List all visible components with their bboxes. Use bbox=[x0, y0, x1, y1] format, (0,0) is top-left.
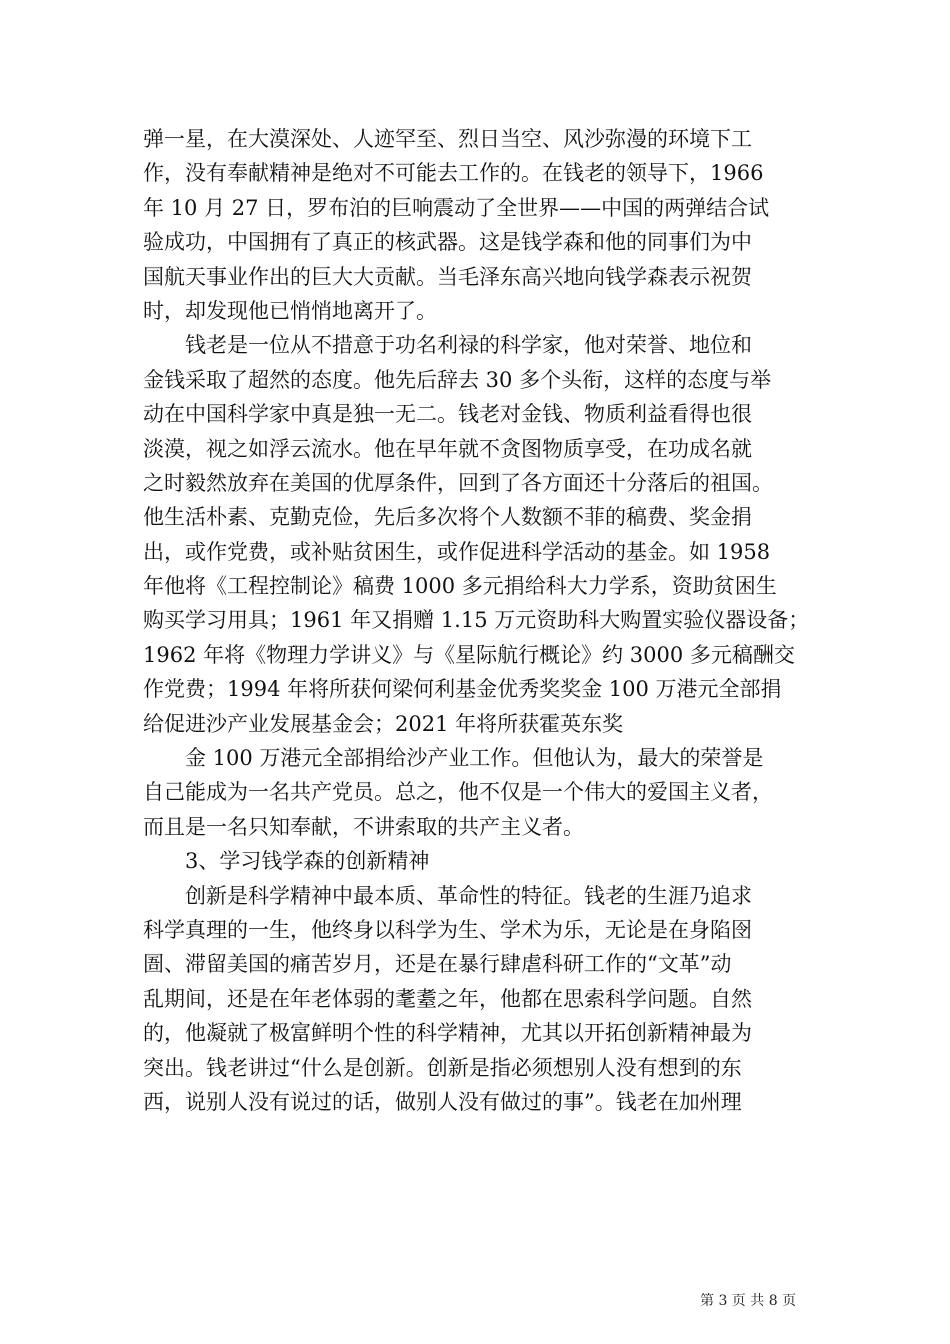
paragraph-first-line: 创新是科学精神中最本质、革命性的特征。钱老的生涯乃追求 bbox=[185, 883, 752, 908]
text-line: 作党费；1994 年将所获何梁何利基金优秀奖奖金 100 万港元全部捐 bbox=[143, 677, 782, 702]
text-line: 年 10 月 27 日，罗布泊的巨响震动了全世界——中国的两弹结合试 bbox=[143, 195, 770, 220]
text-line: 自己能成为一名共产党员。总之，他不仅是一个伟大的爱国主义者， bbox=[143, 780, 773, 805]
text-line: 而且是一名只知奉献，不讲索取的共产主义者。 bbox=[143, 814, 584, 839]
text-line: 西，说别人没有说过的话，做别人没有做过的事”。钱老在加州理 bbox=[143, 1089, 742, 1114]
text-line: 之时毅然放弃在美国的优厚条件，回到了各方面还十分落后的祖国。 bbox=[143, 470, 773, 495]
text-line: 给促进沙产业发展基金会；2021 年将所获霍英东奖 bbox=[143, 711, 624, 736]
paragraph-first-line: 金 100 万港元全部捐给沙产业工作。但他认为，最大的荣誉是 bbox=[185, 746, 764, 771]
text-line: 弹一星，在大漠深处、人迹罕至、烈日当空、风沙弥漫的环境下工 bbox=[143, 127, 752, 151]
text-line: 作，没有奉献精神是绝对不可能去工作的。在钱老的领导下，1966 bbox=[143, 161, 764, 186]
text-line: 1962 年将《物理力学讲义》与《星际航行概论》约 3000 多元稿酬交 bbox=[143, 642, 795, 667]
paragraph-first-line: 钱老是一位从不措意于功名利禄的科学家，他对荣誉、地位和 bbox=[185, 333, 752, 358]
text-line: 国航天事业作出的巨大大贡献。当毛泽东高兴地向钱学森表示祝贺 bbox=[143, 264, 752, 289]
text-line: 购买学习用具；1961 年又捐赠 1.15 万元资助科大购置实验仪器设备； bbox=[143, 608, 810, 633]
text-line: 淡漠，视之如浮云流水。他在早年就不贪图物质享受，在功成名就 bbox=[143, 436, 752, 461]
text-line: 金钱采取了超然的态度。他先后辞去 30 多个头衔，这样的态度与举 bbox=[143, 367, 772, 392]
text-line: 的，他凝就了极富鲜明个性的科学精神，尤其以开拓创新精神最为 bbox=[143, 1021, 752, 1046]
text-line: 时，却发现他已悄悄地离开了。 bbox=[143, 298, 437, 323]
document-body bbox=[143, 122, 815, 1119]
text-line: 年他将《工程控制论》稿费 1000 多元捐给科大力学系，资助贫困生 bbox=[143, 574, 777, 599]
text-line: 动在中国科学家中真是独一无二。钱老对金钱、物质利益看得也很 bbox=[143, 402, 752, 427]
text-line: 乱期间，还是在年老体弱的耄耋之年，他都在思索科学问题。自然 bbox=[143, 986, 752, 1011]
text-line: 出，或作党费，或补贴贫困生，或作促进科学活动的基金。如 1958 bbox=[143, 539, 771, 564]
text-line: 科学真理的一生，他终身以科学为生、学术为乐，无论是在身陷囹 bbox=[143, 917, 752, 942]
section-heading: 3、学习钱学森的创新精神 bbox=[185, 849, 430, 874]
text-line: 验成功，中国拥有了真正的核武器。这是钱学森和他的同事们为中 bbox=[143, 230, 752, 255]
text-line: 他生活朴素、克勤克俭，先后多次将个人数额不菲的稿费、奖金捐 bbox=[143, 505, 752, 530]
text-line: 突出。钱老讲过“什么是创新。创新是指必须想别人没有想到的东 bbox=[143, 1055, 742, 1080]
page-number-footer: 第 3 页 共 8 页 bbox=[700, 1293, 797, 1309]
text-line: 圄、滞留美国的痛苦岁月，还是在暴行肆虐科研工作的“文革”动 bbox=[143, 952, 732, 977]
